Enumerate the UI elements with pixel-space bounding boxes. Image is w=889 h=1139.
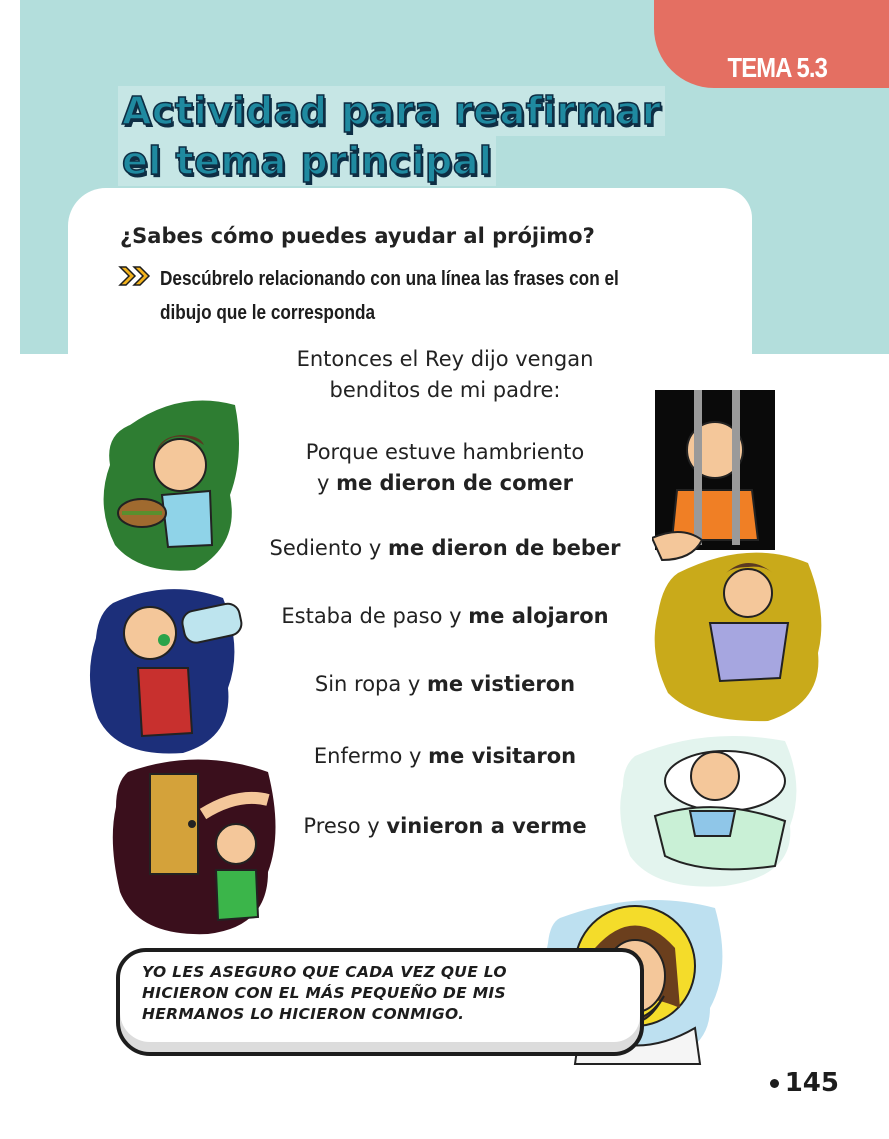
page-number bbox=[770, 1068, 839, 1098]
instruction-text: Descúbrelo relacionando con una línea las frases con el dibujo que le corresponda bbox=[160, 268, 619, 324]
double-chevron-icon bbox=[118, 265, 154, 287]
phrase-thirsty: Sediento y me dieron de beber bbox=[269, 536, 621, 560]
clothed-boy-illustration[interactable] bbox=[648, 543, 828, 723]
title-line-2: el tema principal bbox=[118, 136, 496, 186]
bullet-icon bbox=[770, 1079, 779, 1088]
phrase-prison: Preso y vinieron a verme bbox=[303, 814, 587, 838]
prisoner-illustration[interactable] bbox=[652, 390, 777, 565]
phrase-hungry-1: Porque estuve hambriento bbox=[305, 440, 585, 464]
phrase-hungry-2: y me dieron de comer bbox=[316, 471, 573, 495]
eating-boy-illustration[interactable] bbox=[100, 395, 245, 575]
sick-boy-illustration[interactable] bbox=[615, 726, 805, 891]
tema-label: TEMA 5.3 bbox=[727, 52, 827, 83]
door-visit-illustration[interactable] bbox=[108, 752, 283, 937]
drinking-boy-illustration[interactable] bbox=[88, 578, 248, 758]
question-text: ¿Sabes cómo puedes ayudar al prójimo? bbox=[120, 224, 595, 248]
phrase-intro-2: benditos de mi padre: bbox=[329, 378, 561, 402]
quote-text: YO LES ASEGURO QUE CADA VEZ QUE LO HICIERON CON EL MÁS PEQUEÑO DE MIS HERMANOS LO HICIERON CONMIGO. bbox=[142, 963, 507, 1023]
title-line-1: Actividad para reafirmar bbox=[118, 86, 665, 136]
phrase-stranger: Estaba de paso y me alojaron bbox=[281, 604, 609, 628]
phrase-sick: Enfermo y me visitaron bbox=[313, 744, 577, 768]
phrase-intro-1: Entonces el Rey dijo vengan bbox=[296, 347, 594, 371]
page-title bbox=[118, 86, 665, 186]
phrase-naked: Sin ropa y me vistieron bbox=[314, 672, 576, 696]
page-number-value: 145 bbox=[784, 1068, 839, 1098]
